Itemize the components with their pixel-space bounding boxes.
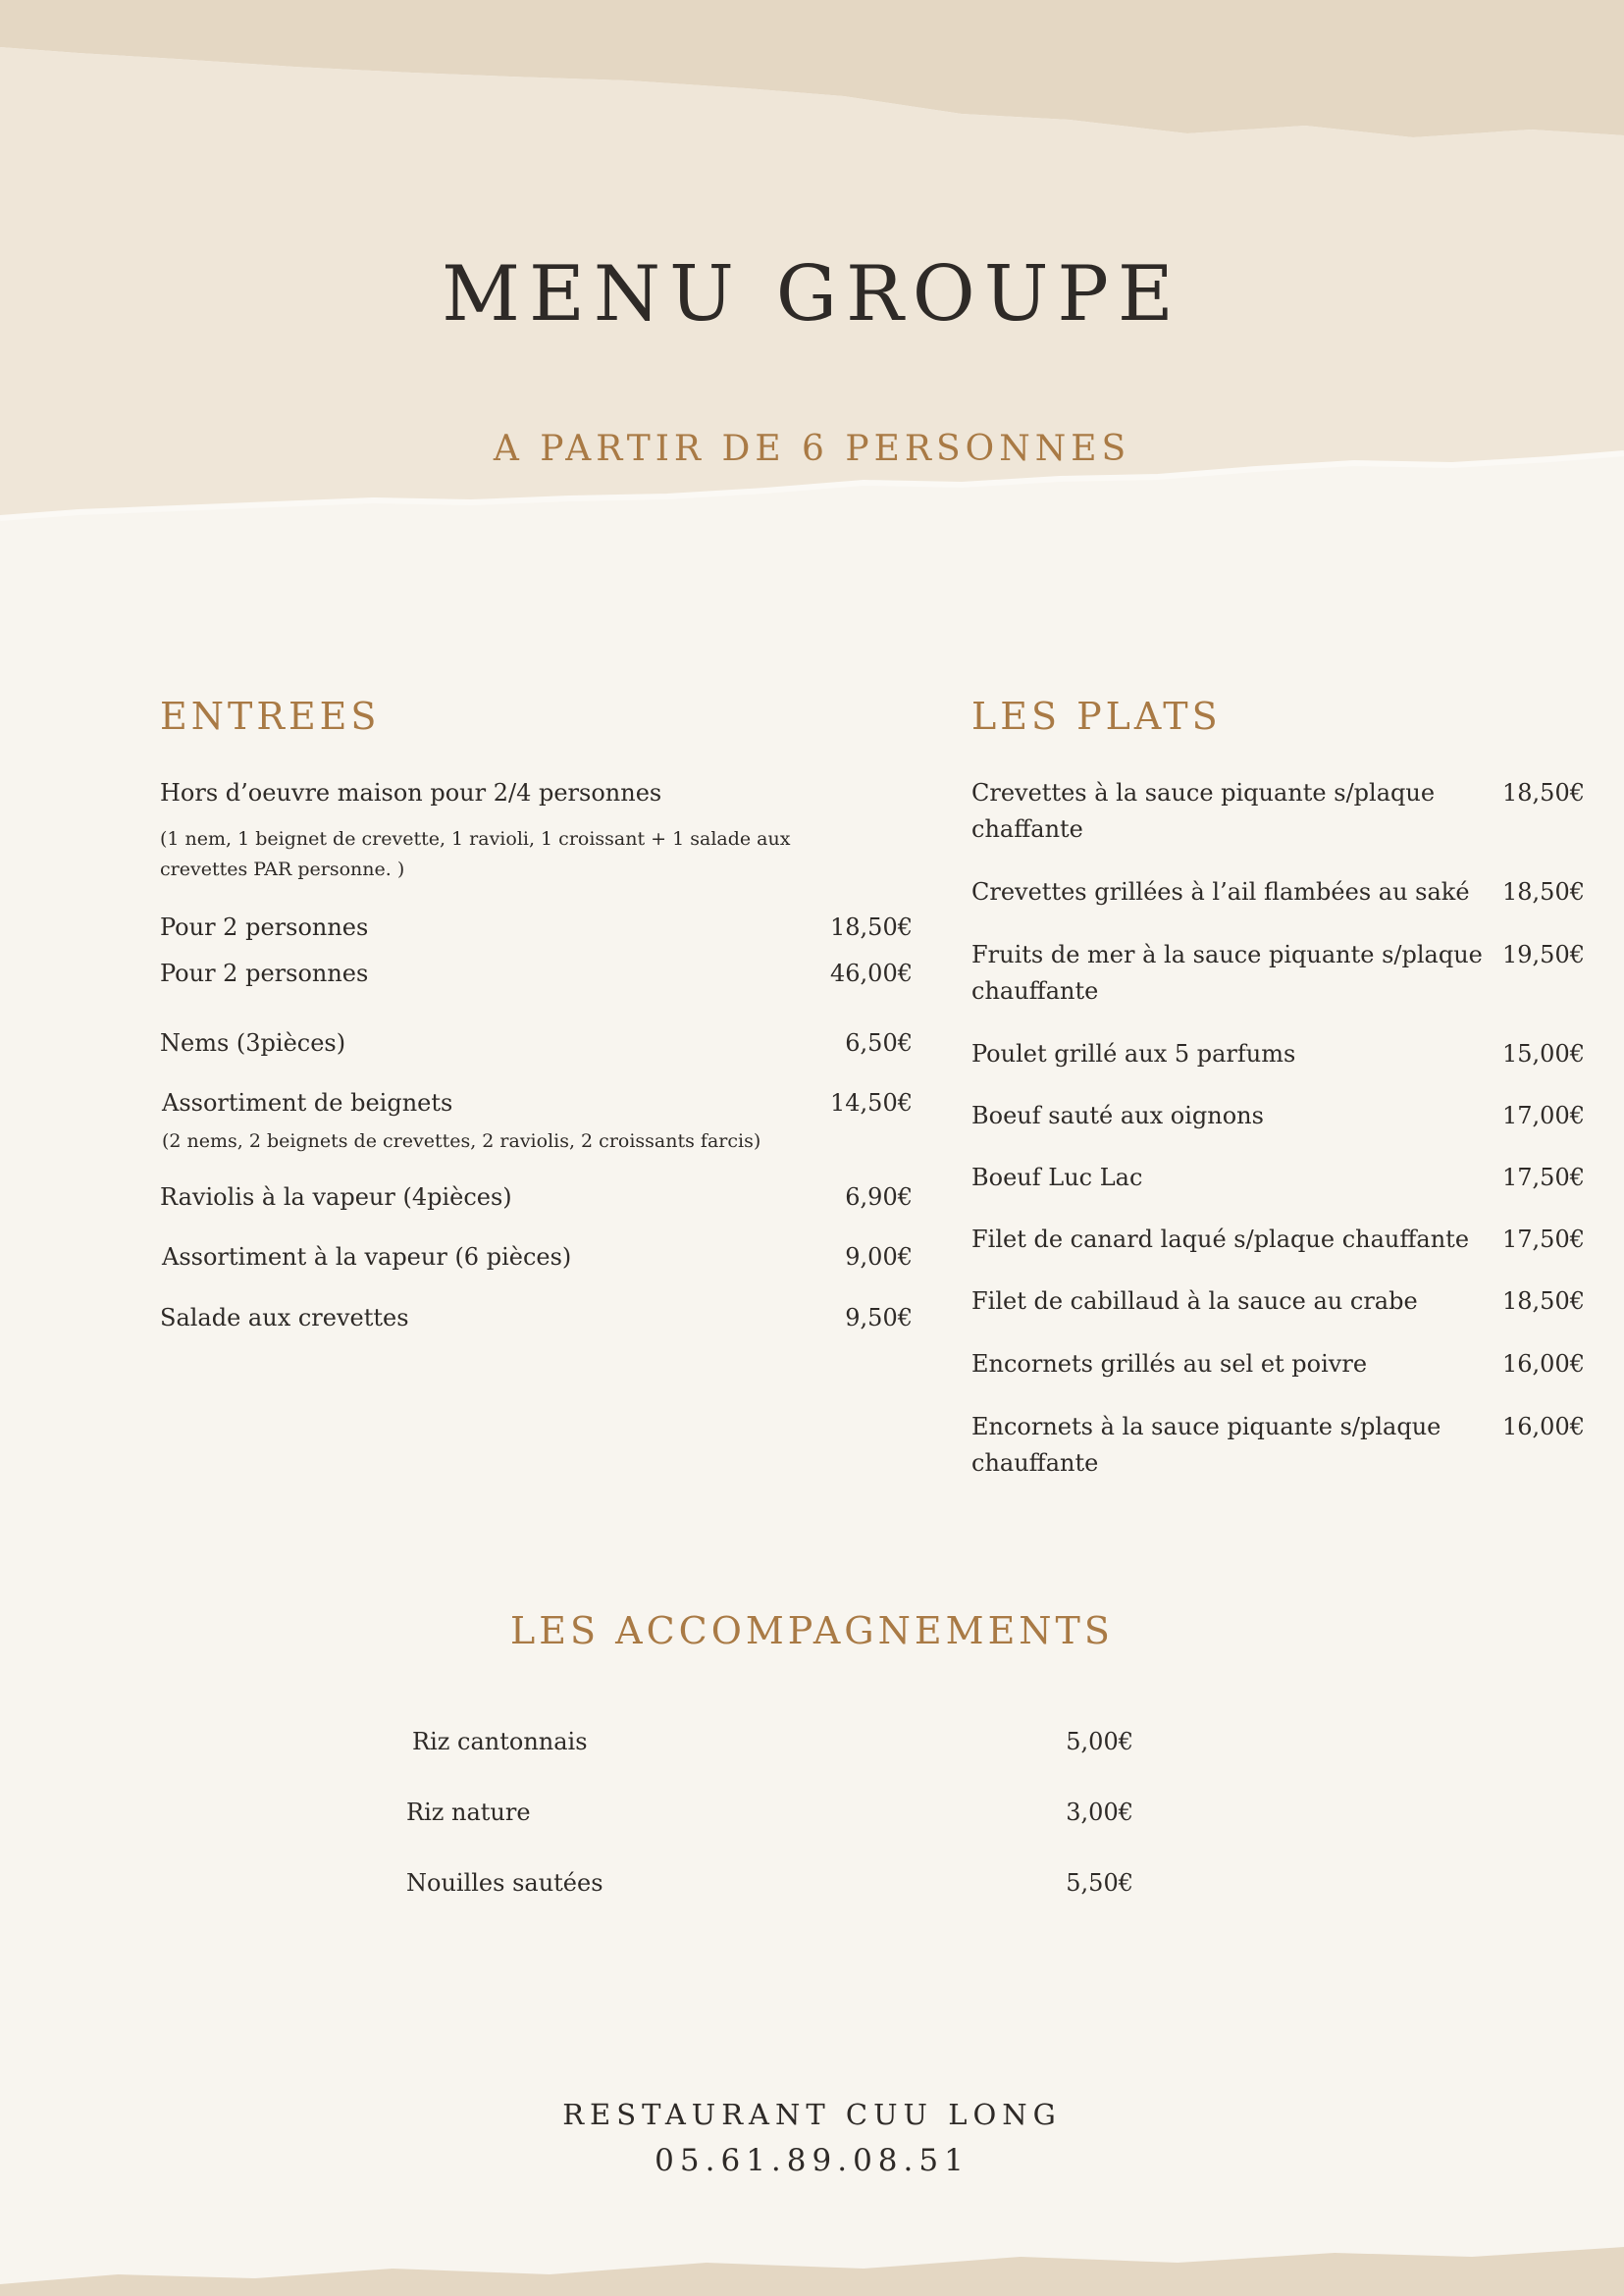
plat-item-name: Boeuf Luc Lac [971, 1164, 1143, 1191]
plat-item-price: 18,50€ [1502, 779, 1585, 807]
plat-item-price: 17,50€ [1502, 1164, 1585, 1191]
plat-item-name: Crevettes grillées à l’ail flambées au saké [971, 878, 1470, 906]
page-subtitle: A PARTIR DE 6 PERSONNES [493, 429, 1131, 469]
plat-item-price: 17,50€ [1502, 1226, 1585, 1253]
plat-item-price: 19,50€ [1502, 941, 1585, 968]
entree-item-name: Salade aux crevettes [160, 1304, 409, 1331]
plat-item-price: 16,00€ [1502, 1413, 1585, 1440]
entree-item-price: 9,00€ [845, 1243, 913, 1271]
restaurant-phone: 05.61.89.08.51 [655, 2143, 969, 2178]
accompagnement-item-name: Riz nature [406, 1799, 531, 1826]
entree-item-name: Pour 2 personnes [160, 913, 369, 941]
plat-item-name: Boeuf sauté aux oignons [971, 1102, 1264, 1129]
accompagnement-item-name: Nouilles sautées [406, 1869, 603, 1897]
entree-item-name: Assortiment à la vapeur (6 pièces) [162, 1243, 572, 1271]
hors-doeuvre-title: Hors d’oeuvre maison pour 2/4 personnes [160, 779, 662, 807]
entree-item-price: 9,50€ [845, 1304, 913, 1331]
entrees-heading: ENTREES [160, 695, 381, 738]
plat-item-name: Crevettes à la sauce piquante s/plaque [971, 779, 1436, 807]
entree-item-name: Nems (3pièces) [160, 1029, 346, 1057]
restaurant-name: RESTAURANT CUU LONG [562, 2098, 1062, 2131]
entree-item-note: (2 nems, 2 beignets de crevettes, 2 raviolis, 2 croissants farcis) [162, 1130, 761, 1152]
page-title: MENU GROUPE [442, 250, 1182, 339]
plat-item-name-continued: chauffante [971, 977, 1099, 1005]
entree-item-price: 46,00€ [830, 960, 913, 987]
entree-item-price: 6,90€ [845, 1183, 913, 1211]
entree-item-name: Pour 2 personnes [160, 960, 369, 987]
plat-item-price: 17,00€ [1502, 1102, 1585, 1129]
entree-item-price: 18,50€ [830, 913, 913, 941]
accompagnement-item-price: 3,00€ [1066, 1799, 1133, 1826]
plat-item-name-continued: chaffante [971, 815, 1083, 843]
entree-item-price: 6,50€ [845, 1029, 913, 1057]
plat-item-name: Filet de cabillaud à la sauce au crabe [971, 1287, 1418, 1315]
hors-doeuvre-note-line2: crevettes PAR personne. ) [160, 859, 405, 880]
plat-item-price: 15,00€ [1502, 1040, 1585, 1068]
plat-item-name: Encornets grillés au sel et poivre [971, 1350, 1368, 1378]
accompagnement-item-price: 5,50€ [1066, 1869, 1133, 1897]
plat-item-price: 18,50€ [1502, 1287, 1585, 1315]
entree-item-name: Assortiment de beignets [162, 1089, 453, 1117]
accompagnement-item-price: 5,00€ [1066, 1728, 1133, 1755]
plat-item-name: Filet de canard laqué s/plaque chauffante [971, 1226, 1470, 1253]
plat-item-name-continued: chauffante [971, 1449, 1099, 1477]
plats-heading: LES PLATS [971, 695, 1222, 738]
plat-item-price: 16,00€ [1502, 1350, 1585, 1378]
entree-item-price: 14,50€ [830, 1089, 913, 1117]
entree-item-name: Raviolis à la vapeur (4pièces) [160, 1183, 512, 1211]
plat-item-name: Poulet grillé aux 5 parfums [971, 1040, 1296, 1068]
accompagnement-item-name: Riz cantonnais [412, 1728, 588, 1755]
hors-doeuvre-note-line1: (1 nem, 1 beignet de crevette, 1 ravioli, 1 croissant + 1 salade aux [160, 828, 791, 850]
plat-item-price: 18,50€ [1502, 878, 1585, 906]
plat-item-name: Encornets à la sauce piquante s/plaque [971, 1413, 1441, 1440]
plat-item-name: Fruits de mer à la sauce piquante s/plaque [971, 941, 1483, 968]
accompagnements-heading: LES ACCOMPAGNEMENTS [510, 1609, 1114, 1652]
